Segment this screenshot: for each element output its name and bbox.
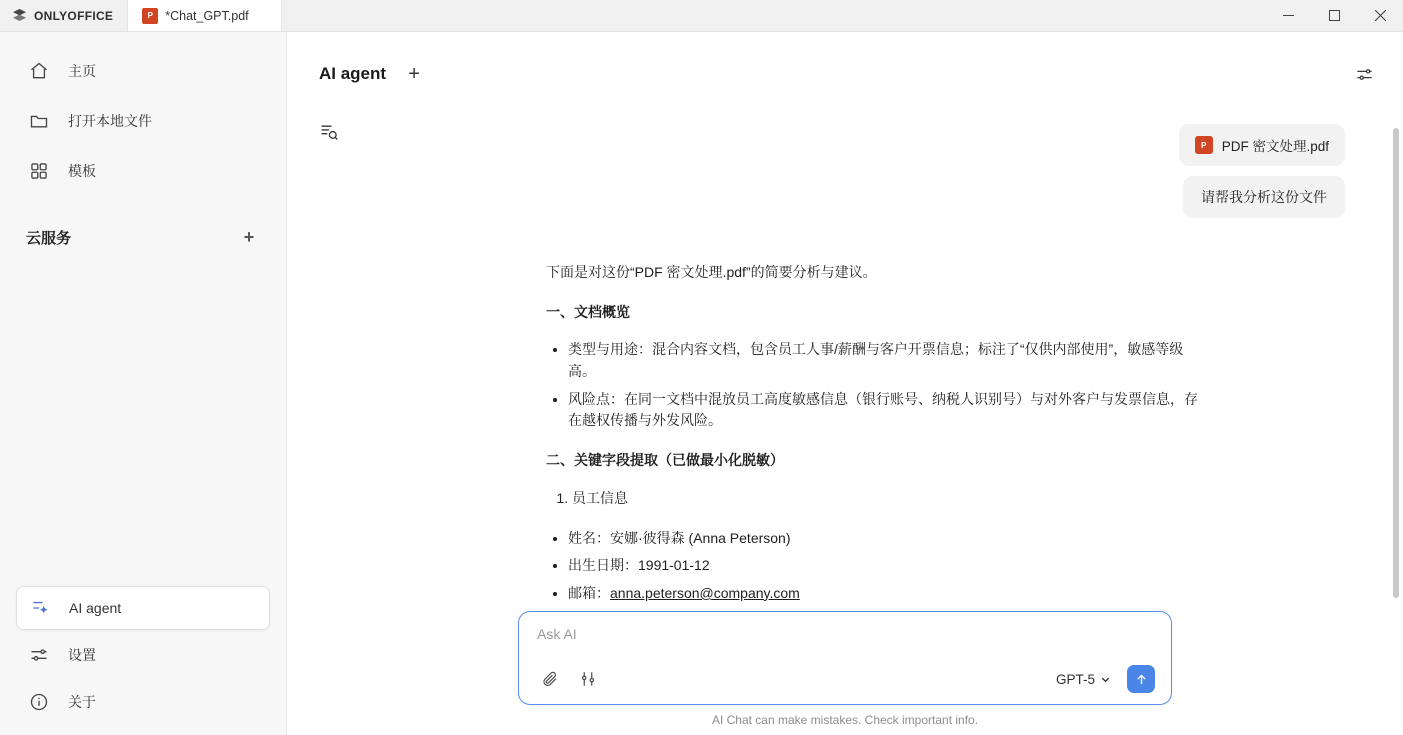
window-body	[0, 32, 1403, 735]
minimize-button[interactable]	[1265, 0, 1311, 31]
sidebar-item-templates[interactable]	[16, 149, 270, 193]
sparkle-icon	[27, 595, 53, 621]
sidebar	[0, 32, 287, 735]
info-icon	[26, 689, 52, 715]
sidebar-item-ai-agent[interactable]	[16, 586, 270, 630]
pdf-file-icon: P	[1195, 136, 1213, 154]
list-item	[568, 528, 1206, 550]
attached-file-chip[interactable]	[1179, 124, 1345, 166]
main-panel	[287, 32, 1403, 735]
email-link[interactable]: anna.peterson@company.com	[610, 584, 800, 601]
list-item: 1. 员工信息	[572, 488, 1206, 510]
field-label: 邮箱：	[568, 584, 610, 601]
sidebar-bottom-group	[0, 583, 286, 735]
assistant-intro: 下面是对这份“PDF 密文处理.pdf”的简要分析与建议。	[546, 264, 877, 280]
list-item: • 类型与用途：混合内容文档，包含员工人事/薪酬与客户开票信息；标注了“仅供内部使用”，敏感等级高。	[568, 339, 1206, 382]
sidebar-item-about[interactable]	[16, 680, 270, 724]
sidebar-item-home[interactable]	[16, 49, 270, 93]
chat-scrollbar-thumb[interactable]	[1393, 128, 1399, 598]
attach-file-button[interactable]	[535, 664, 565, 694]
sidebar-item-label: 设置	[68, 647, 96, 663]
chevron-down-icon	[1100, 674, 1111, 685]
composer-toolbar	[535, 664, 1155, 694]
window-controls	[1265, 0, 1403, 31]
title-bar	[0, 0, 1403, 32]
list-item	[568, 583, 1206, 605]
ask-ai-input[interactable]	[535, 626, 1155, 664]
home-icon	[26, 58, 52, 84]
assistant-message	[546, 262, 1206, 632]
sidebar-item-label: AI agent	[69, 600, 122, 616]
pdf-file-icon: P	[142, 8, 158, 24]
composer-right-actions	[1050, 665, 1155, 693]
user-message-group	[319, 124, 1345, 218]
list-item: • 风险点：在同一文档中混放员工高度敏感信息（银行账号、纳税人识别号）与对外客户与发票信息，存在越权传播与外发风险。	[568, 389, 1206, 432]
assistant-section2-ordered-list	[546, 488, 1206, 510]
field-label: 出生日期：	[568, 557, 638, 574]
close-button[interactable]	[1357, 0, 1403, 31]
grid-icon	[26, 158, 52, 184]
sidebar-item-label: 打开本地文件	[68, 113, 152, 129]
ai-disclaimer: AI Chat can make mistakes. Check important info.	[711, 713, 979, 727]
app-brand	[0, 0, 127, 31]
sidebar-item-label: 主页	[68, 63, 96, 79]
tune-icon-button[interactable]	[573, 664, 603, 694]
page-title: AI agent	[319, 64, 387, 83]
field-value: 1991-01-12	[638, 557, 710, 574]
field-value: 安娜·彼得森 (Anna Peterson)	[610, 529, 791, 546]
onlyoffice-logo-icon	[12, 8, 27, 23]
assistant-section2-title: 二、关键字段提取（已做最小化脱敏）	[546, 452, 784, 469]
add-cloud-service-button[interactable]: +	[243, 227, 255, 247]
sidebar-item-label: 关于	[68, 694, 96, 710]
sidebar-item-settings[interactable]	[16, 633, 270, 677]
sliders-icon	[26, 642, 52, 668]
main-header	[287, 32, 1403, 116]
brand-label: ONLYOFFICE	[34, 8, 114, 23]
cloud-services-section-header	[26, 226, 260, 248]
new-chat-button[interactable]: +	[408, 63, 420, 85]
assistant-section1-title: 一、文档概览	[546, 303, 630, 320]
cloud-services-title: 云服务	[26, 229, 72, 247]
list-item	[568, 555, 1206, 577]
folder-icon	[26, 108, 52, 134]
user-message-bubble: 请帮我分析这份文件	[1183, 176, 1345, 218]
field-label: 姓名：	[568, 529, 610, 546]
assistant-section1-list	[546, 339, 1206, 432]
composer-area	[287, 611, 1403, 735]
chat-settings-button[interactable]	[1349, 59, 1379, 89]
send-button[interactable]	[1127, 665, 1155, 693]
maximize-button[interactable]	[1311, 0, 1357, 31]
chat-messages	[319, 122, 1345, 632]
document-tab-label: *Chat_GPT.pdf	[165, 8, 249, 23]
attached-file-name: PDF 密文处理.pdf	[1221, 139, 1329, 154]
header-actions	[1349, 59, 1379, 89]
model-name: GPT-5	[1055, 671, 1095, 687]
composer[interactable]	[518, 611, 1172, 705]
model-selector[interactable]	[1050, 668, 1117, 691]
sidebar-item-label: 模板	[68, 163, 96, 179]
sidebar-item-open-local-file[interactable]	[16, 99, 270, 143]
document-tab[interactable]	[127, 0, 282, 31]
